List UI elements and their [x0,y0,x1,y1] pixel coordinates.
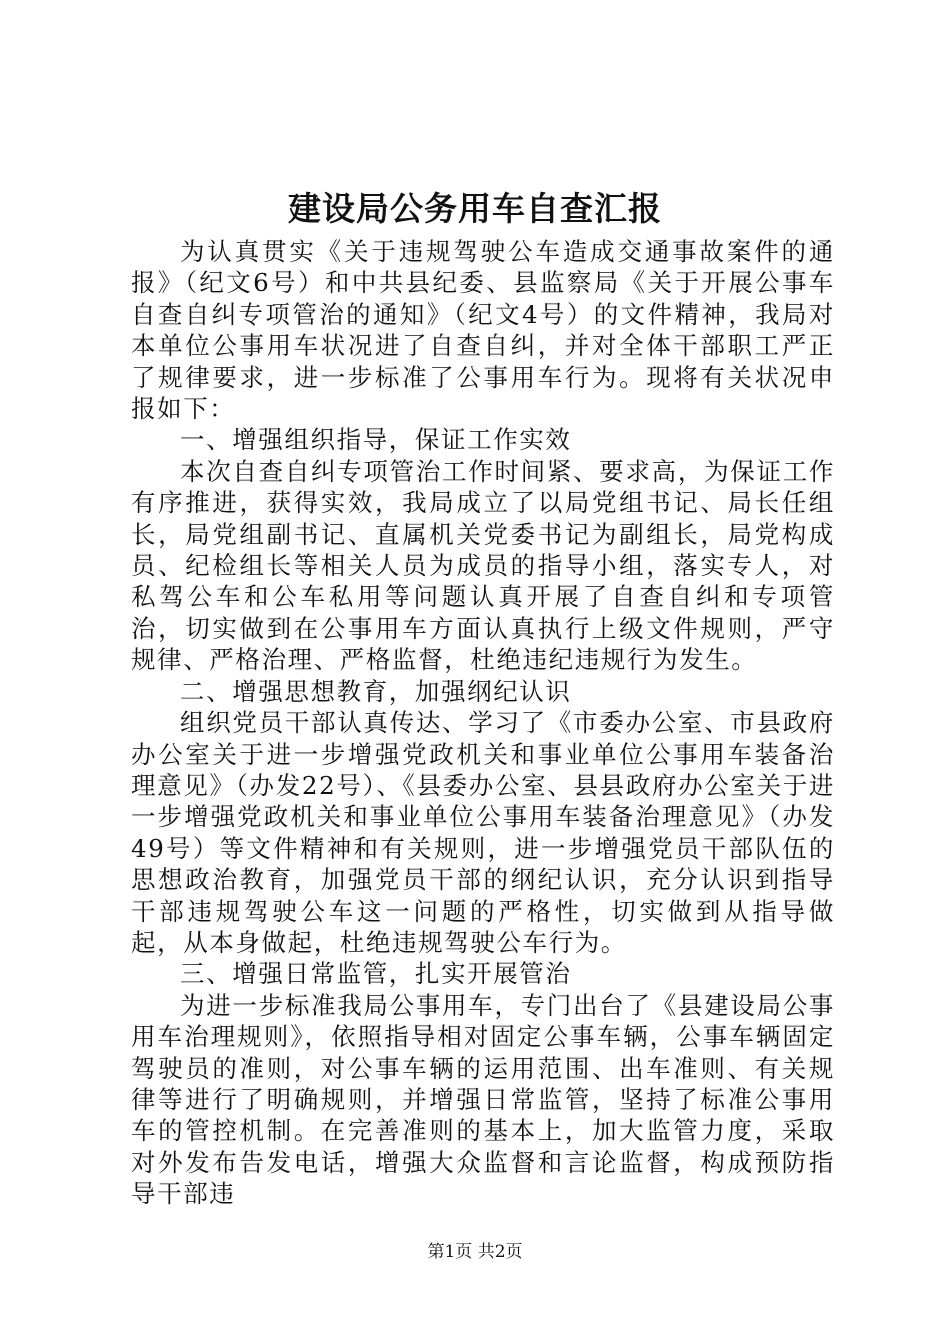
section-paragraph-2: 组织党员干部认真传达、学习了《市委办公室、市县政府办公室关于进一步增强党政机关和事业单位公事用车装备治理意见》（办发22号）、《县委办公室、县县政府办公室关于进一步增强党政机关和事业单位公事用车装备治理意见》（办发49号）等文件精神和有关规则，进一步增强党员干部队伍的思想政治教育，加强党员干部的纲纪认识，充分认识到指导干部违规驾驶公车这一问题的严格性，切实做到从指导做起，从本身做起，杜绝违规驾驶公车行为。 [131,708,835,957]
section-paragraph-3: 为进一步标准我局公事用车，专门出台了《县建设局公事用车治理规则》，依照指导相对固定公事车辆，公事车辆固定驾驶员的准则，对公事车辆的运用范围、出车准则、有关规律等进行了明确规则，并增强日常监管，坚持了标准公事用车的管控机制。在完善准则的基本上，加大监管力度，采取对外发布告发电话，增强大众监督和言论监督，构成预防指导干部违 [131,990,835,1209]
section-heading-1: 一、增强组织指导，保证工作实效 [180,425,572,455]
intro-paragraph: 为认真贯实《关于违规驾驶公车造成交通事故案件的通报》（纪文6号）和中共县纪委、县监察局《关于开展公事车自查自纠专项管治的通知》（纪文4号）的文件精神，我局对本单位公事用车状况进了自查自纠，并对全体干部职工严正了规律要求，进一步标准了公事用车行为。现将有关状况申报如下： [131,237,835,424]
section-heading-2: 二、增强思想教育，加强纲纪认识 [180,676,572,706]
section-heading-3: 三、增强日常监管，扎实开展管治 [180,959,572,989]
page-footer: 第1页 共2页 [427,1242,523,1262]
document-body [131,236,835,1210]
document-title: 建设局公务用车自查汇报 [288,189,662,228]
section-paragraph-1: 本次自查自纠专项管治工作时间紧、要求高，为保证工作有序推进，获得实效，我局成立了以局党组书记、局长任组长，局党组副书记、直属机关党委书记为副组长，局党构成员、纪检组长等相关人员为成员的指导小组，落实专人，对私驾公车和公车私用等问题认真开展了自查自纠和专项管治，切实做到在公事用车方面认真执行上级文件规则，严守规律、严格治理、严格监督，杜绝违纪违规行为发生。 [131,456,835,675]
